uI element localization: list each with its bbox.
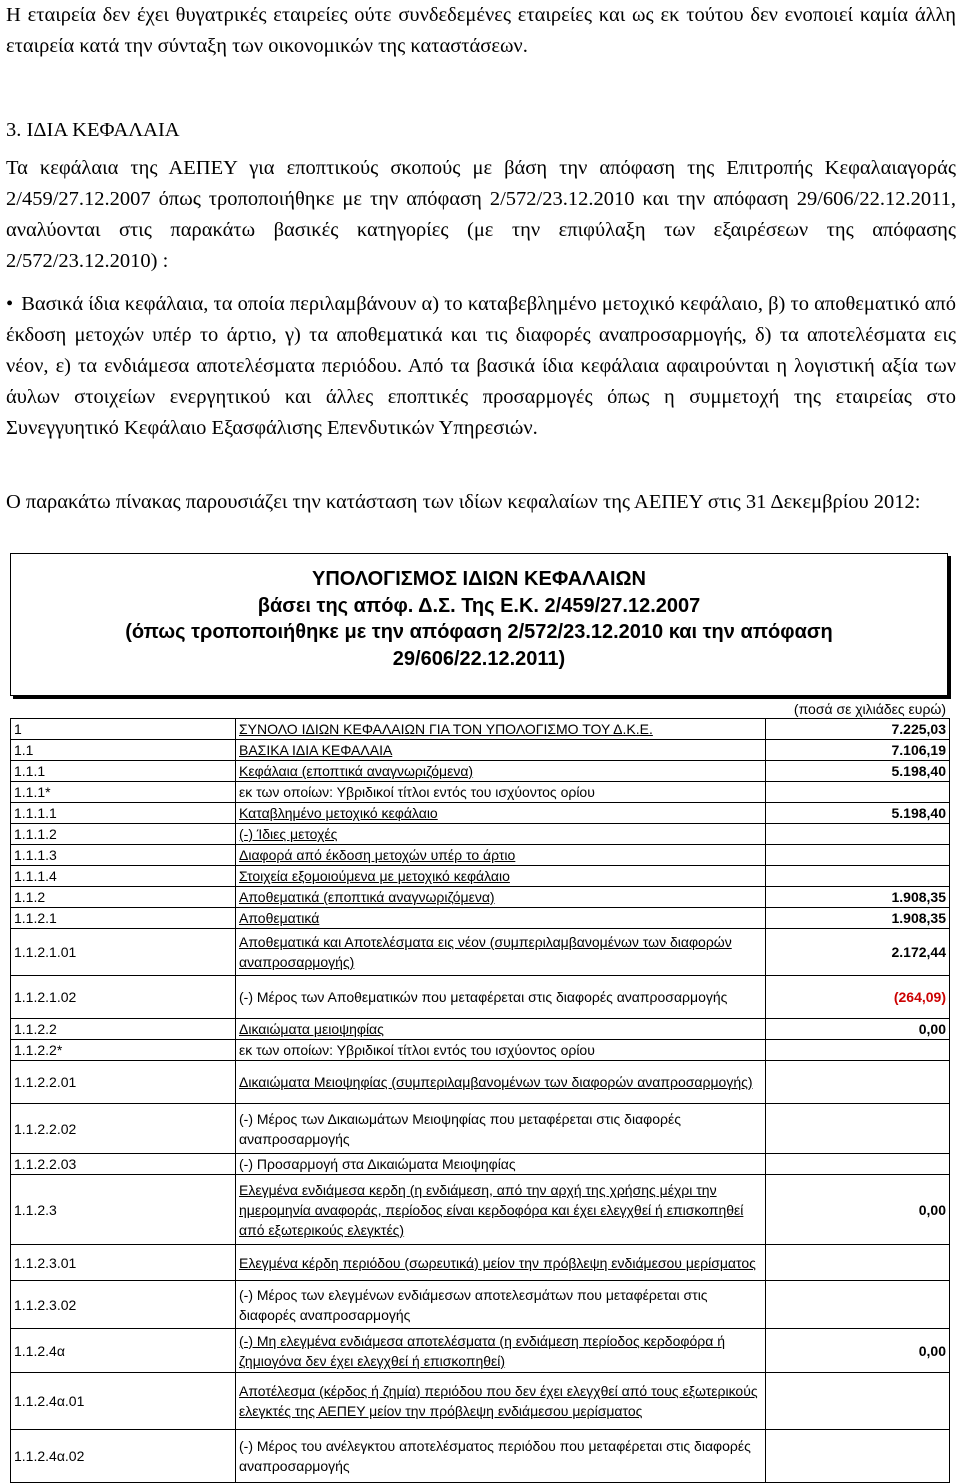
title-line-3: (όπως τροποποιήθηκε με την απόφαση 2/572/23.12.2010 και την απόφαση [125,621,833,643]
row-value [766,1245,950,1281]
row-label: Καταβλημένο μετοχικό κεφάλαιο [236,803,766,824]
row-value [766,1040,950,1061]
row-label: ΣΥΝΟΛΟ ΙΔΙΩΝ ΚΕΦΑΛΑΙΩΝ ΓΙΑ ΤΟΝ ΥΠΟΛΟΓΙΣΜΟ ΤΟΥ Δ.Κ.Ε. [236,719,766,740]
title-line-4: 29/606/22.12.2011) [392,647,566,670]
row-code: 1.1.2 [11,887,236,908]
row-label: (-) Μέρος των Δικαιωμάτων Μειοψηφίας που μεταφέρεται στις διαφορές αναπροσαρμογής [236,1104,766,1154]
bullet-symbol: • [6,293,14,315]
row-label: Κεφάλαια (εποπτικά αναγνωριζόμενα) [236,761,766,782]
row-code: 1.1.2.2 [11,1019,236,1040]
row-code: 1.1.2.2.01 [11,1061,236,1104]
row-code: 1.1.2.3.02 [11,1281,236,1329]
table-row [11,1373,950,1430]
row-value [766,1104,950,1154]
bullet-text: Βασικά ίδια κεφάλαια, τα οποία περιλαμβάνουν α) το καταβεβλημένο μετοχικό κεφάλαιο, β) το αποθεματικό από έκδοση μετοχών υπέρ το άρτιο, γ) τα αποθεματικά και τις διαφορές αναπροσαρμογής, δ) τα αποτελέσματα εις νέον, ε) τα ενδιάμεσα αποτελέσματα περιόδου. Από τα βασικά ίδια κεφάλαια αφαιρούνται η λογιστική αξία των άυλων στοιχείων ενεργητικού και άλλες εποπτικές προσαρμογές όπως η συμμετοχή της εταιρείας στο Συνεγγυητικό Κεφάλαιο Εξασφάλισης Επενδυτικών Υπηρεσιών. [6,293,956,439]
row-value: (264,09) [766,976,950,1019]
row-value [766,866,950,887]
row-code: 1.1.2.2.02 [11,1104,236,1154]
row-value: 5.198,40 [766,761,950,782]
bullet-paragraph [6,289,956,444]
table-row [11,1281,950,1329]
row-code: 1.1.2.1.01 [11,929,236,976]
title-line-2: βάσει της απόφ. Δ.Σ. Της Ε.Κ. 2/459/27.12.2007 [257,594,701,617]
row-code: 1 [11,719,236,740]
row-code: 1.1.1* [11,782,236,803]
row-label: Ελεγμένα ενδιάμεσα κερδη (η ενδιάμεση, από την αρχή της χρήσης μέχρι την ημερομηνία αναφοράς, περίοδος είναι κερδοφόρα και έχει ελεγχθεί ή επισκοπηθεί από εξωτερικούς ελεγκτές) [236,1175,766,1245]
row-label: (-) Μέρος των Αποθεματικών που μεταφέρεται στις διαφορές αναπροσαρμογής [236,976,766,1019]
row-code: 1.1.2.1 [11,908,236,929]
row-code: 1.1.1 [11,761,236,782]
row-value [766,782,950,803]
table-row [11,866,950,887]
row-label: εκ των οποίων: Υβριδικοί τίτλοι εντός του ισχύοντος ορίου [236,782,766,803]
row-value [766,1281,950,1329]
row-value: 0,00 [766,1019,950,1040]
row-value: 2.172,44 [766,929,950,976]
row-code: 1.1.1.4 [11,866,236,887]
row-code: 1.1.1.2 [11,824,236,845]
categories-paragraph: Τα κεφάλαια της ΑΕΠΕΥ για εποπτικούς σκοπούς με βάση την απόφαση της Επιτροπής Κεφαλαιαγοράς 2/459/27.12.2007 όπως τροποποιήθηκε με την απόφαση 2/572/23.12.2010 και την απόφαση 29/606/22.12.2011, αναλύονται στις παρακάτω βασικές κατηγορίες (με την επιφύλαξη των εξαιρέσεων της απόφασης 2/572/23.12.2010) : [6,157,956,272]
row-code: 1.1.2.4α.01 [11,1373,236,1430]
row-code: 1.1.1.3 [11,845,236,866]
own-funds-table [10,718,950,1483]
row-value: 1.908,35 [766,908,950,929]
row-label: Αποθεματικά και Αποτελέσματα εις νέον (συμπεριλαμβανομένων των διαφορών αναπροσαρμογής) [236,929,766,976]
row-code: 1.1.2.2.03 [11,1154,236,1175]
row-value [766,845,950,866]
row-label: εκ των οποίων: Υβριδικοί τίτλοι εντός του ισχύοντος ορίου [236,1040,766,1061]
title-line-1: ΥΠΟΛΟΓΙΣΜΟΣ ΙΔΙΩΝ ΚΕΦΑΛΑΙΩΝ [312,568,646,590]
row-value: 5.198,40 [766,803,950,824]
table-row [11,976,950,1019]
row-label: (-) Προσαρμογή στα Δικαιώματα Μειοψηφίας [236,1154,766,1175]
table-row [11,782,950,803]
table-row [11,1104,950,1154]
table-row [11,803,950,824]
table-row [11,740,950,761]
table-row [11,1019,950,1040]
row-value: 7.106,19 [766,740,950,761]
row-label: (-) Μέρος του ανέλεγκτου αποτελέσματος περιόδου που μεταφέρεται στις διαφορές αναπροσαρμογής [236,1430,766,1483]
row-value [766,1373,950,1430]
row-label: Δικαιώματα μειοψηφίας [236,1019,766,1040]
row-value [766,1061,950,1104]
row-label: ΒΑΣΙΚΑ ΙΔΙΑ ΚΕΦΑΛΑΙΑ [236,740,766,761]
table-row [11,1061,950,1104]
row-label: Αποτέλεσμα (κέρδος ή ζημία) περιόδου που δεν έχει ελεγχθεί από τους εξωτερικούς ελεγκτές της ΑΕΠΕΥ μείον την πρόβλεψη ενδιάμεσου μερίσματος [236,1373,766,1430]
row-code: 1.1.2.3 [11,1175,236,1245]
table-row [11,1430,950,1483]
table-intro-paragraph: Ο παρακάτω πίνακας παρουσιάζει την κατάσταση των ιδίων κεφαλαίων της ΑΕΠΕΥ στις 31 Δεκεμβρίου 2012: [6,491,921,513]
row-value: 7.225,03 [766,719,950,740]
table-row [11,824,950,845]
row-label: (-) Ίδιες μετοχές [236,824,766,845]
table-row [11,908,950,929]
intro-paragraph: Η εταιρεία δεν έχει θυγατρικές εταιρείες ούτε συνδεδεμένες εταιρείες και ως εκ τούτου δεν ενοποιεί καμία άλλη εταιρεία κατά την σύνταξη των οικονομικών της καταστάσεων. [6,4,956,57]
table-row [11,1245,950,1281]
table-row [11,845,950,866]
row-code: 1.1 [11,740,236,761]
table-row [11,929,950,976]
table-row [11,887,950,908]
row-code: 1.1.2.2* [11,1040,236,1061]
table-title-box [10,553,948,696]
row-label: (-) Μέρος των ελεγμένων ενδιάμεσων αποτελεσμάτων που μεταφέρεται στις διαφορές αναπροσαρμογής [236,1281,766,1329]
table-row [11,1040,950,1061]
row-label: Ελεγμένα κέρδη περιόδου (σωρευτικά) μείον την πρόβλεψη ενδιάμεσου μερίσματος [236,1245,766,1281]
row-label: (-) Μη ελεγμένα ενδιάμεσα αποτελέσματα (η ενδιάμεση περίοδος κερδοφόρα ή ζημιογόνα δεν έχει ελεγχθεί ή επισκοπηθεί) [236,1329,766,1373]
table-row [11,1175,950,1245]
row-code: 1.1.2.1.02 [11,976,236,1019]
row-value: 0,00 [766,1329,950,1373]
row-label: Διαφορά από έκδοση μετοχών υπέρ το άρτιο [236,845,766,866]
table-row [11,1329,950,1373]
section-heading: 3. ΙΔΙΑ ΚΕΦΑΛΑΙΑ [6,119,180,141]
row-value [766,824,950,845]
row-value: 0,00 [766,1175,950,1245]
row-label: Στοιχεία εξομοιούμενα με μετοχικό κεφάλαιο [236,866,766,887]
row-code: 1.1.2.4α [11,1329,236,1373]
row-value [766,1430,950,1483]
row-code: 1.1.2.3.01 [11,1245,236,1281]
units-note: (ποσά σε χιλιάδες ευρώ) [793,701,946,717]
row-label: Αποθεματικά (εποπτικά αναγνωριζόμενα) [236,887,766,908]
row-label: Δικαιώματα Μειοψηφίας (συμπεριλαμβανομένων των διαφορών αναπροσαρμογής) [236,1061,766,1104]
table-row [11,1154,950,1175]
row-value [766,1154,950,1175]
table-row [11,761,950,782]
row-code: 1.1.1.1 [11,803,236,824]
row-code: 1.1.2.4α.02 [11,1430,236,1483]
table-row [11,719,950,740]
row-label: Αποθεματικά [236,908,766,929]
row-value: 1.908,35 [766,887,950,908]
